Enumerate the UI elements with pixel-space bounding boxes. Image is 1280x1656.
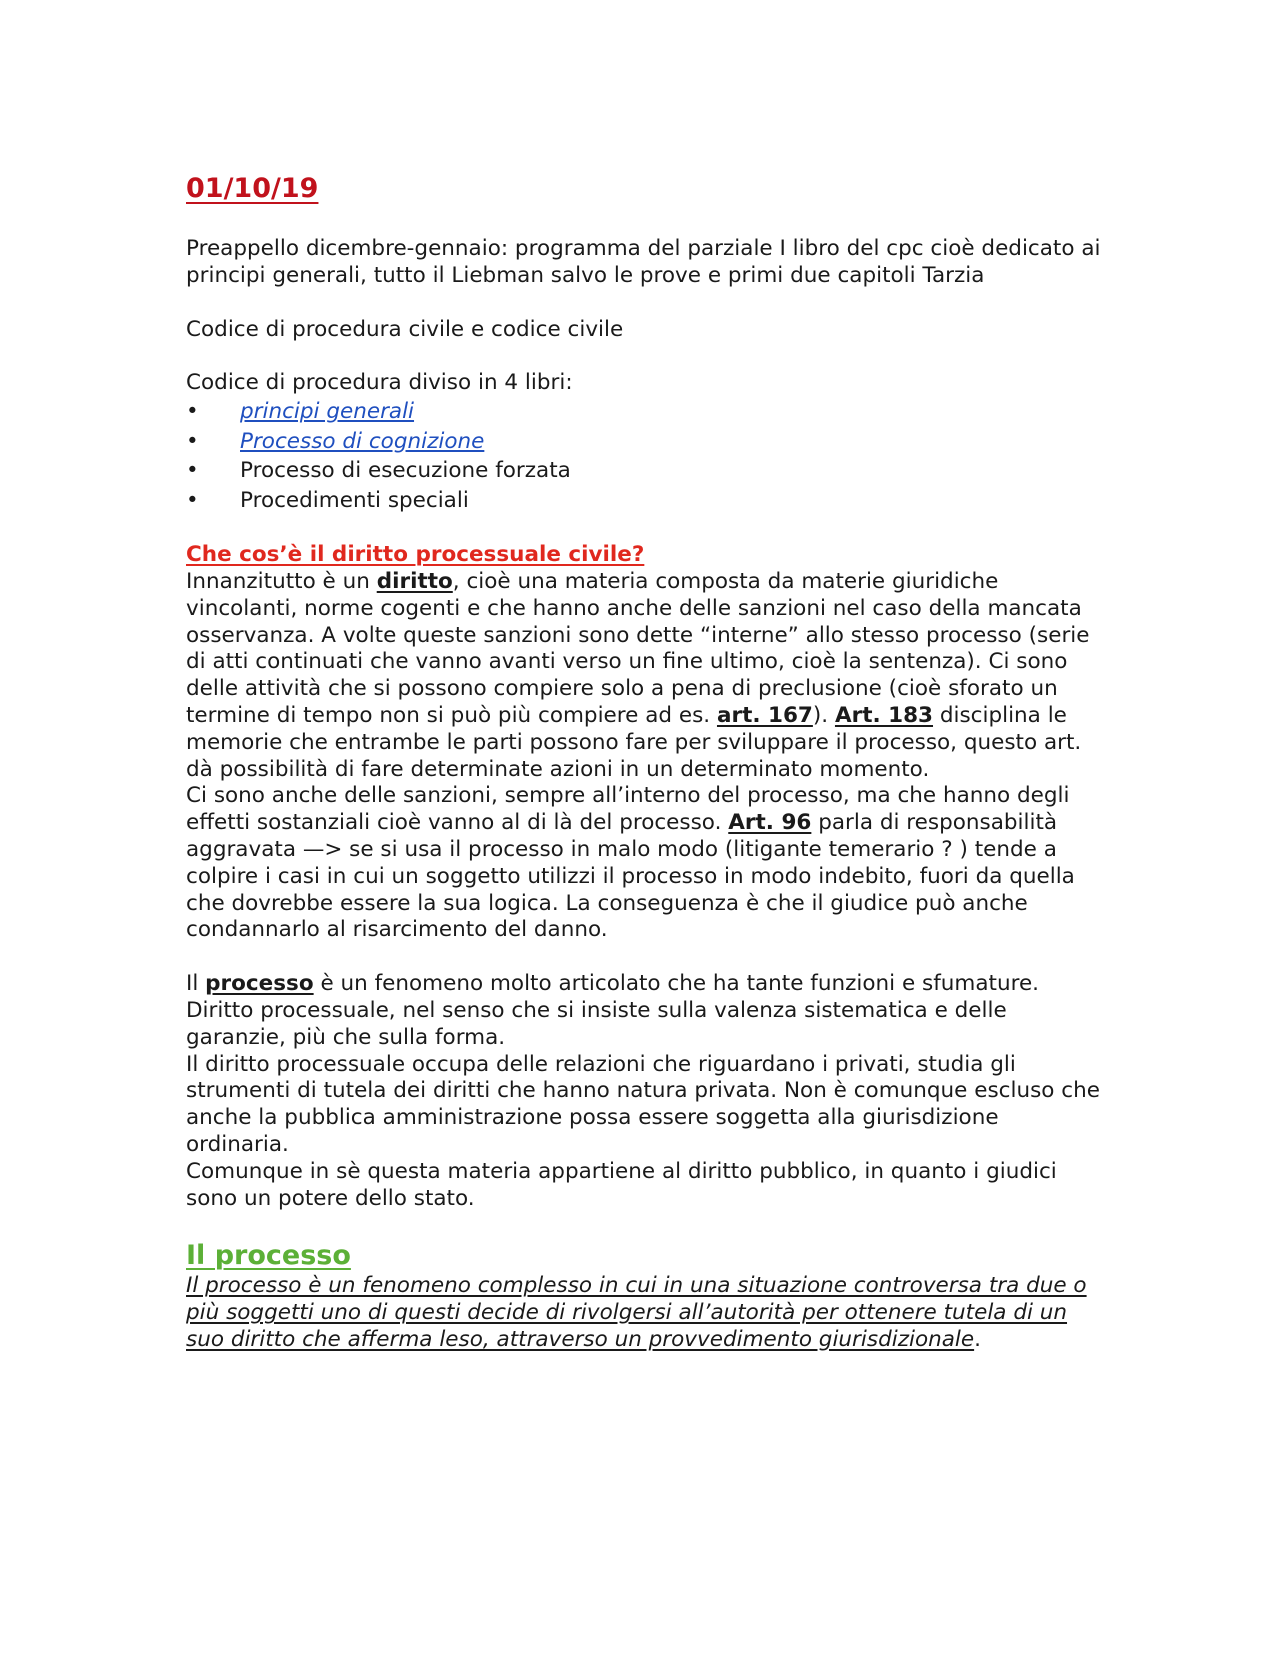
diritto-paragraph: [186, 569, 1106, 783]
text-run: Il: [186, 971, 206, 997]
processo-paragraph: [186, 971, 1106, 1051]
list-item: [186, 397, 1106, 427]
bullet-icon: •: [186, 487, 199, 513]
section-processo: [186, 1239, 1106, 1273]
sanzioni-paragraph: [186, 783, 1106, 944]
books-list: [186, 397, 1106, 515]
text-run: parla di responsabilità aggravata —> se si usa il processo in malo modo (litigante temerario ? ) tende a colpire i casi in cui un soggetto utilizzi il processo in modo indebito, fuori da quella che dovrebbe essere la sua logica. La conseguenza è che il giudice può anche condannarlo al risarcimento del danno.: [186, 810, 1075, 943]
keyword-processo: processo: [205, 971, 314, 997]
processo-heading: Il processo: [186, 1240, 351, 1272]
text-run: è un fenomeno molto articolato che ha tante funzioni e sfumature. Diritto processuale, nel senso che si insiste sulla valenza sistematica e delle garanzie, più che sulla forma.: [186, 971, 1040, 1050]
processo-definition: Il processo è un fenomeno complesso in cui in una situazione controversa tra due o più soggetti uno di questi decide di rivolgersi all’autorità per ottenere tutela di un suo diritto che afferma leso, attraverso un provvedimento giurisdizionale: [186, 1273, 1087, 1352]
programma-paragraph: Preappello dicembre-gennaio: programma del parziale I libro del cpc cioè dedicato ai principi generali, tutto il Liebman salvo le prove e primi due capitoli Tarzia: [186, 236, 1101, 288]
book-label-speciali: Procedimenti speciali: [240, 487, 469, 513]
text-run: , cioè una materia composta da materie giuridiche vincolanti, norme cogenti e che hanno anche delle sanzioni nel caso della mancata osservanza. A volte queste sanzioni sono dette “interne” allo stesso processo (serie di atti continuati che vanno avanti verso un fine ultimo, cioè la sentenza). Ci sono delle attività che si possono compiere solo a pena di preclusione (cioè sforato un termine di tempo non si può più compiere ad es.: [186, 568, 1090, 728]
keyword-art-96: Art. 96: [728, 810, 812, 836]
text-run: disciplina le memorie che entrambe le parti possono fare per sviluppare il processo, questo art. dà possibilità di fare determinate azioni in un determinato momento.: [186, 702, 1082, 782]
keyword-art-167: art. 167: [716, 702, 813, 728]
section-question: [186, 542, 1106, 569]
pubblico-paragraph: Comunque in sè questa materia appartiene al diritto pubblico, in quanto i giudici sono un potere dello stato.: [186, 1158, 1057, 1211]
book-link-cognizione[interactable]: Processo di cognizione: [240, 428, 485, 454]
codici-paragraph: Codice di procedura civile e codice civile: [186, 316, 624, 342]
text-run: ).: [812, 702, 835, 728]
bullet-icon: •: [186, 428, 199, 454]
text-run: Ci sono anche delle sanzioni, sempre all’interno del processo, ma che hanno degli effetti sostanziali cioè vanno al di là del processo.: [186, 783, 1070, 836]
privati-paragraph: Il diritto processuale occupa delle relazioni che riguardano i privati, studia gli strumenti di tutela dei diritti che hanno natura privata. Non è comunque escluso che anche la pubblica amministrazione possa essere soggetta alla giurisdizione ordinaria.: [186, 1051, 1100, 1157]
bullet-icon: •: [186, 399, 199, 425]
text-run: Innanzitutto è un: [186, 568, 377, 594]
text-run: .: [974, 1326, 981, 1352]
list-item: [186, 427, 1106, 457]
date-heading: 01/10/19: [186, 173, 319, 204]
document-body: [186, 172, 1106, 1354]
keyword-diritto: diritto: [376, 568, 453, 594]
question-heading: Che cos’è il diritto processuale civile?: [186, 542, 645, 568]
list-item: [186, 456, 1106, 486]
book-label-esecuzione: Processo di esecuzione forzata: [240, 458, 571, 484]
keyword-art-183: Art. 183: [834, 702, 934, 728]
list-item: [186, 486, 1106, 516]
libri-intro: Codice di procedura diviso in 4 libri:: [186, 370, 573, 396]
bullet-icon: •: [186, 458, 199, 484]
book-link-principi[interactable]: principi generali: [240, 399, 415, 425]
definition-paragraph: [186, 1273, 1106, 1353]
